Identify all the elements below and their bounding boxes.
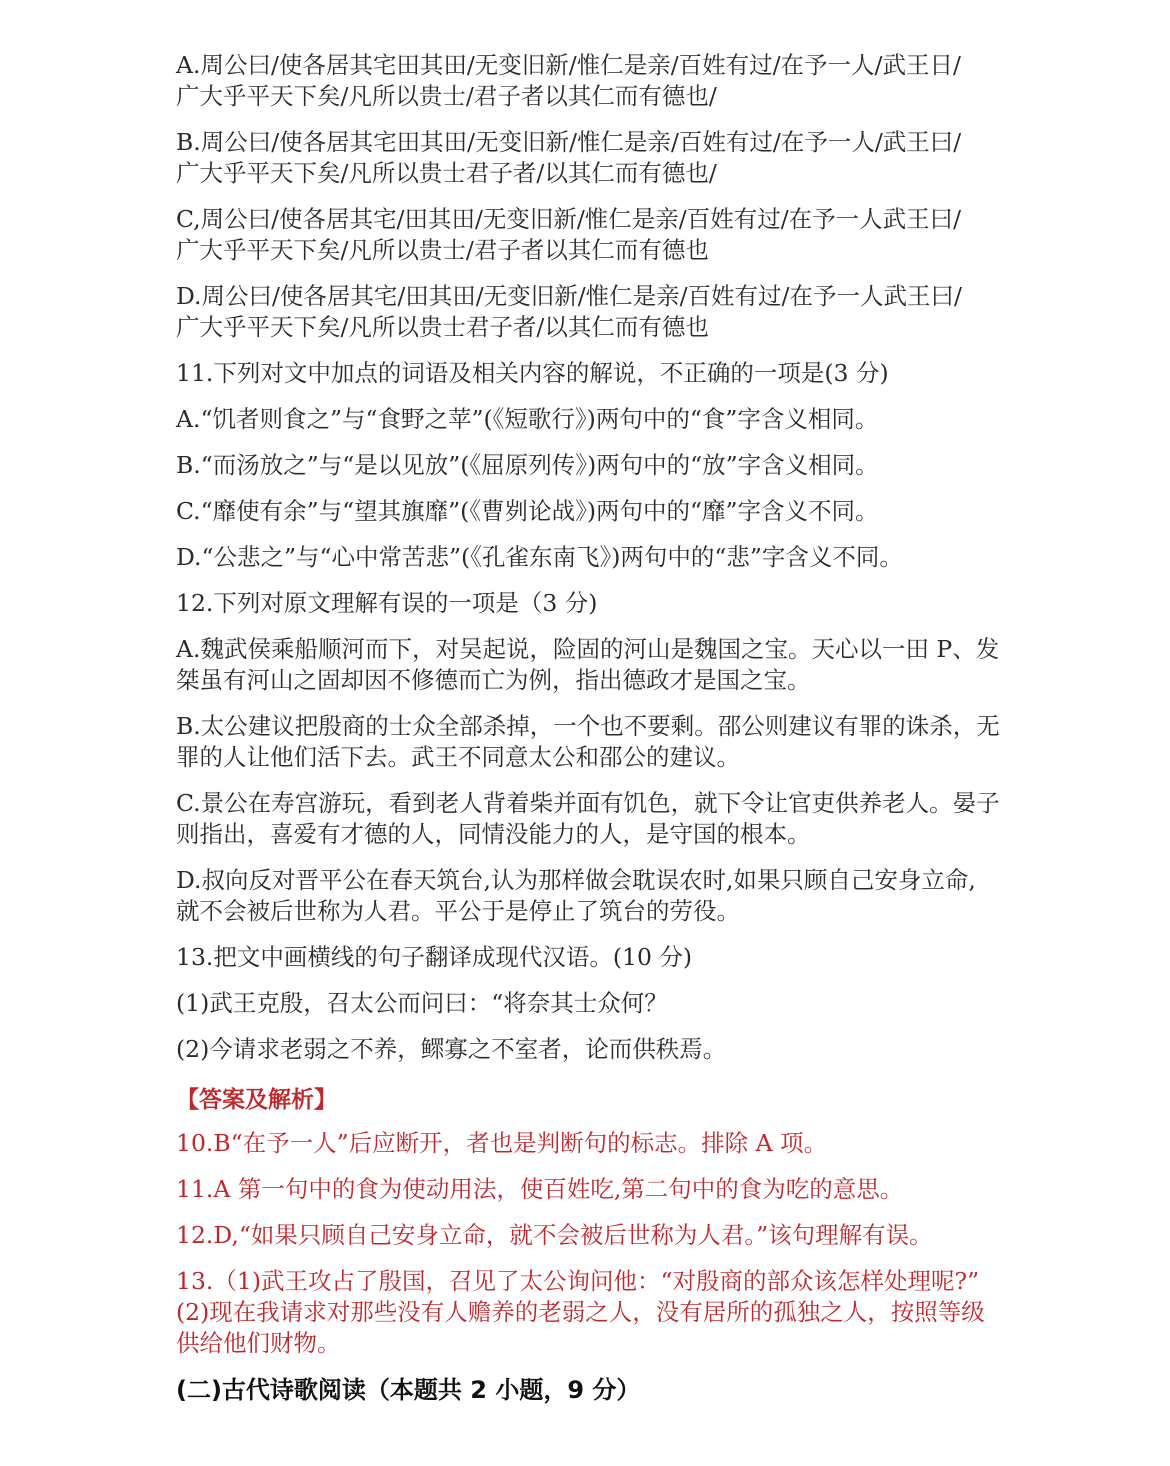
q12-option-c-line2: 则指出，喜爱有才德的人，同情没能力的人，是守国的根本。 [176, 820, 811, 848]
q11-stem: 11.下列对文中加点的词语及相关内容的解说，不正确的一项是(3 分) [176, 359, 889, 387]
q10-option-b [176, 127, 1050, 189]
q11-option-d: D.“公悲之”与“心中常苦悲”(《孔雀东南飞》)两句中的“悲”字含义不同。 [176, 543, 903, 571]
q12-option-d-line2: 就不会被后世称为人君。平公于是停止了筑台的劳役。 [176, 897, 740, 925]
q10-option-c [176, 204, 1050, 266]
q13-stem: 13.把文中画横线的句子翻译成现代汉语。(10 分) [176, 943, 693, 971]
q13-item-1: (1)武王克殷，召太公而问曰：“将奈其士众何？ [176, 989, 668, 1017]
q11-option-a: A.“饥者则食之”与“食野之苹”(《短歌行》)两句中的“食”字含义相同。 [176, 405, 879, 433]
q12-option-a-line2: 桀虽有河山之固却因不修德而亡为例，指出德政才是国之宝。 [176, 666, 811, 694]
q11-option-c: C.“靡使有余”与“望其旗靡”(《曹刿论战》)两句中的“靡”字含义不同。 [176, 497, 879, 525]
answer-11: 11.A 第一句中的食为使动用法，使百姓吃,第二句中的食为吃的意思。 [176, 1175, 904, 1203]
q10-option-c-line1: C,周公曰/使各居其宅/田其田/无变旧新/惟仁是亲/百姓有过/在予一人武王曰/ [176, 205, 962, 233]
q10-option-a [176, 50, 1050, 112]
answer-13 [176, 1266, 1050, 1359]
answer-13-line3: 供给他们财物。 [176, 1329, 341, 1357]
q12-option-b [176, 711, 1050, 773]
q12-option-d [176, 865, 1050, 927]
q13-item-2: (2)今请求老弱之不养，鳏寡之不室者，论而供秩焉。 [176, 1035, 727, 1063]
q10-option-c-line2: 广大乎平天下矣/凡所以贵士/君子者以其仁而有德也 [176, 236, 709, 264]
q12-option-d-line1: D.叔向反对晋平公在春天筑台,认为那样做会耽误农时,如果只顾自己安身立命, [176, 866, 976, 894]
answer-10: 10.B“在予一人”后应断开，者也是判断句的标志。排除 A 项。 [176, 1129, 828, 1157]
q12-option-a-line1: A.魏武侯乘船顺河而下，对吴起说，险固的河山是魏国之宝。天心以一田 P、发 [176, 635, 1000, 663]
q12-option-a [176, 634, 1050, 696]
answers-header: 【答案及解析】 [176, 1087, 337, 1113]
answer-13-line2: (2)现在我请求对那些没有人赡养的老弱之人，没有居所的孤独之人，按照等级 [176, 1298, 985, 1326]
q10-option-d [176, 281, 1050, 343]
q10-option-d-line2: 广大乎平天下矣/凡所以贵士君子者/以其仁而有德也 [176, 313, 709, 341]
q12-stem: 12.下列对原文理解有误的一项是（3 分) [176, 589, 598, 617]
q10-option-a-line2: 广大乎平天下矣/凡所以贵士/君子者以其仁而有德也/ [176, 82, 717, 110]
q12-option-c [176, 788, 1050, 850]
q11-option-b: B.“而汤放之”与“是以见放”(《屈原列传》)两句中的“放”字含义相同。 [176, 451, 879, 479]
q12-option-b-line1: B.太公建议把殷商的士众全部杀掉，一个也不要剩。邵公则建议有罪的诛杀，无 [176, 712, 1000, 740]
q10-option-a-line1: A.周公曰/使各居其宅田其田/无变旧新/惟仁是亲/百姓有过/在予一人/武王日/ [176, 51, 961, 79]
answer-12: 12.D,“如果只顾自己安身立命，就不会被后世称为人君。”该句理解有误。 [176, 1221, 933, 1249]
q12-option-b-line2: 罪的人让他们活下去。武王不同意太公和邵公的建议。 [176, 743, 740, 771]
q10-option-d-line1: D.周公曰/使各居其宅/田其田/无变旧新/惟仁是亲/百姓有过/在予一人武王曰/ [176, 282, 962, 310]
q10-option-b-line1: B.周公曰/使各居其宅田其田/无变旧新/惟仁是亲/百姓有过/在予一人/武王曰/ [176, 128, 962, 156]
q12-option-c-line1: C.景公在寿宫游玩，看到老人背着柴并面有饥色，就下令让官吏供养老人。晏子 [176, 789, 1000, 817]
section-heading-poetry: (二)古代诗歌阅读（本题共 2 小题，9 分） [176, 1376, 641, 1404]
q10-option-b-line2: 广大乎平天下矣/凡所以贵士君子者/以其仁而有德也/ [176, 159, 717, 187]
answer-13-line1: 13.（1)武王攻占了殷国，召见了太公询问他：“对殷商的部众该怎样处理呢?” [176, 1267, 980, 1295]
